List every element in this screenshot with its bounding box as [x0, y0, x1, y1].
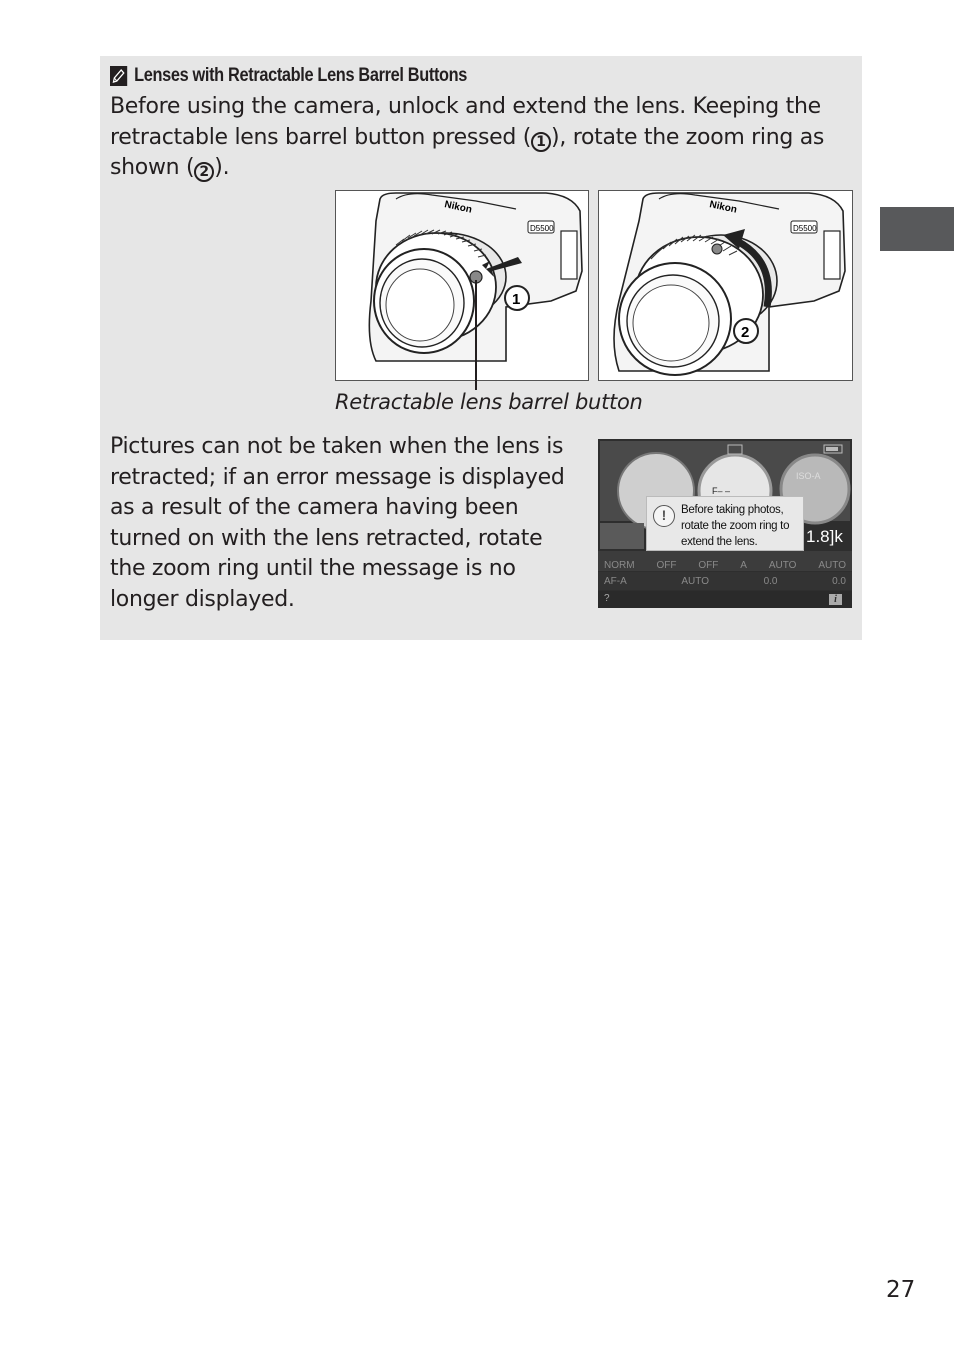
body-paragraph: Pictures can not be taken when the lens is retracted; if an error message is displayed as a result of the camera having been turned on with the lens retracted, rotate the zoom ring until the message is no longer displayed. — [110, 434, 565, 612]
lcd-row1-item: OFF — [656, 560, 677, 571]
lcd-settings-row-2 — [604, 576, 846, 587]
figure-label-2: 2 — [741, 324, 750, 341]
lcd-row1-item: OFF — [698, 560, 719, 571]
lcd-error-text: Before taking photos, rotate the zoom ring to extend the lens. — [681, 504, 790, 548]
note-heading-text: Lenses with Retractable Lens Barrel Buttons — [134, 65, 468, 86]
intro-text-3: ). — [214, 155, 230, 180]
pencil-icon — [110, 66, 127, 86]
intro-text-1: Before using the camera, unlock and extend the lens. Keeping the retractable lens barrel button pressed ( — [110, 94, 821, 150]
lcd-settings-row-1 — [604, 560, 846, 571]
camera-illustration-2 — [599, 191, 853, 381]
caption-leader-line — [475, 280, 477, 390]
lcd-row2-item: 0.0 — [832, 576, 846, 587]
lcd-row2-item: AUTO — [681, 576, 709, 587]
lcd-info-icon: i — [829, 594, 842, 605]
figure-caption: Retractable lens barrel button — [335, 390, 643, 414]
lcd-iso-label: ISO-A — [796, 471, 821, 481]
lcd-row1-item: AUTO — [768, 560, 797, 571]
lcd-help-icon: ? — [604, 593, 610, 604]
alert-icon: ! — [653, 505, 675, 527]
intro-text-2: ), rotate the zoom ring as shown ( — [110, 124, 825, 180]
step-2-marker: 2 — [194, 162, 214, 182]
brand-text-2: Nikon — [708, 199, 738, 216]
lcd-row1-item: NORM — [604, 560, 635, 571]
figure-rotate-ring — [598, 190, 853, 381]
intro-paragraph — [110, 92, 850, 184]
lcd-row1-item: AUTO — [818, 560, 846, 571]
figure-press-button — [335, 190, 589, 381]
note-heading — [110, 62, 467, 90]
lcd-error-message — [646, 496, 804, 551]
model-text-1: D5500 — [530, 224, 554, 233]
brand-text-1: Nikon — [443, 199, 473, 216]
page-number: 27 — [886, 1277, 916, 1303]
step-1-marker: 1 — [531, 132, 551, 152]
lcd-aperture-label: F– – — [712, 486, 731, 496]
model-text-2: D5500 — [793, 224, 817, 233]
lcd-row2-item: 0.0 — [763, 576, 778, 587]
camera-illustration-1 — [336, 191, 589, 381]
lcd-value-readout: 1.8]k — [806, 527, 843, 546]
lcd-screen — [598, 439, 852, 608]
figure-label-1: 1 — [512, 291, 521, 308]
chapter-side-tab — [880, 207, 954, 251]
lcd-row2-item: AF-A — [604, 576, 627, 587]
lcd-row1-item: A — [740, 560, 747, 571]
